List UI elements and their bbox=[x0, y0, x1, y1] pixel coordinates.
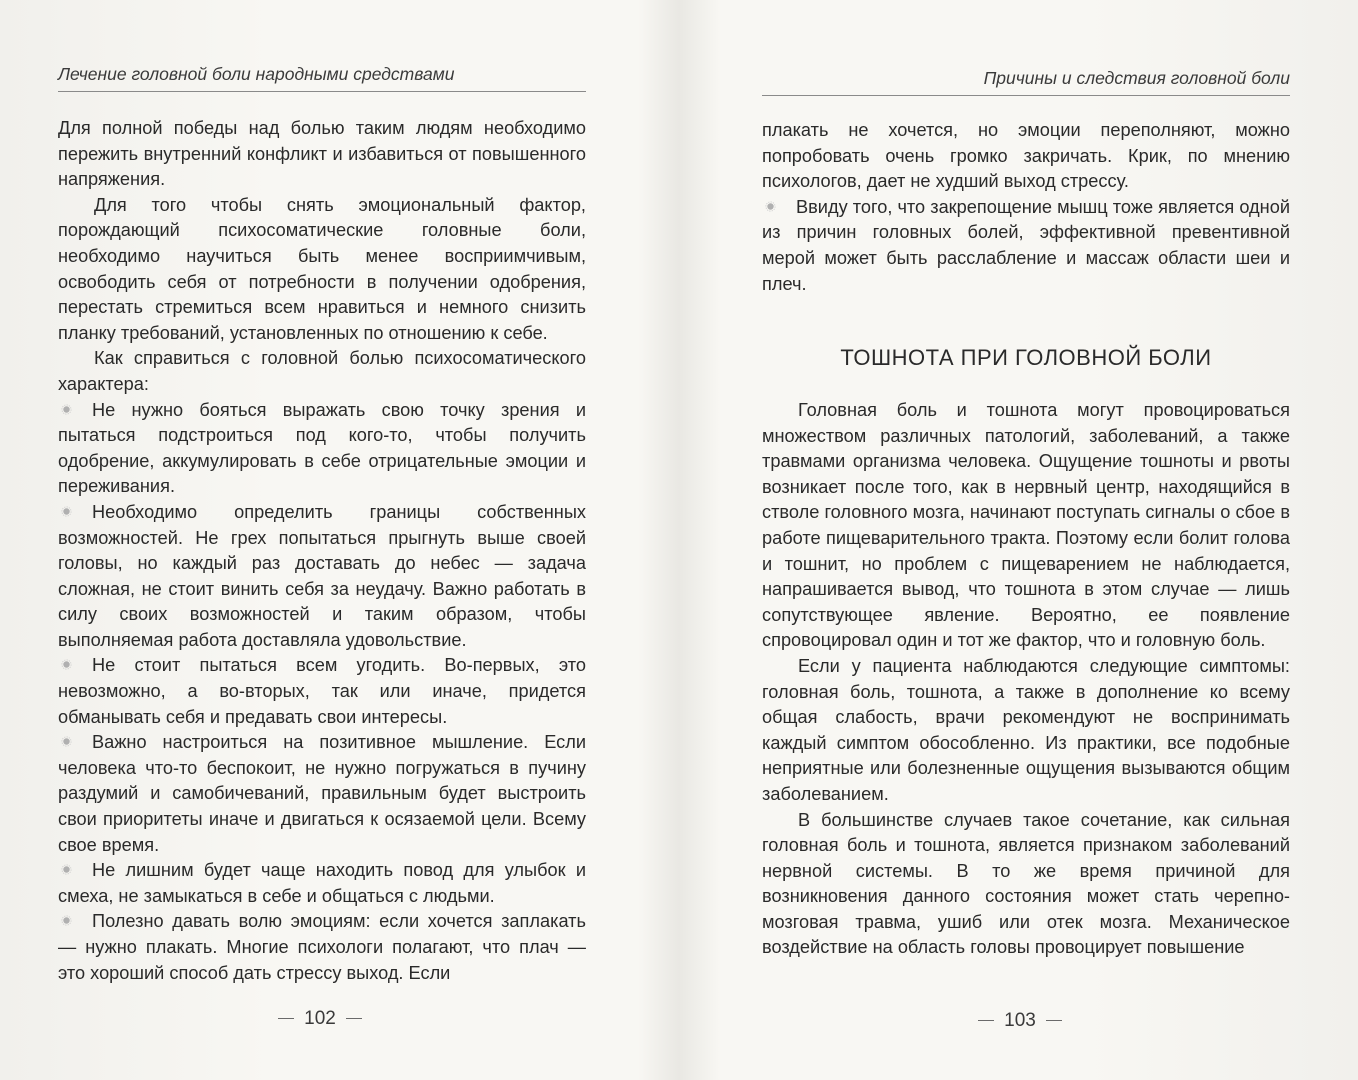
left-page-body bbox=[58, 116, 586, 986]
bullet-text: Полезно давать волю эмоциям: если хочется заплакать — нужно плакать. Многие психологи полагают, что плач — это хороший способ дать стрессу выход. Если bbox=[58, 911, 586, 983]
running-head-right: Причины и следствия головной боли bbox=[762, 68, 1290, 96]
bullet-item bbox=[58, 398, 586, 500]
folio-dash bbox=[346, 1018, 362, 1019]
bullet-text: Не нужно бояться выражать свою точку зрения и пытаться подстроиться под кого-то, чтобы получить одобрение, аккумулировать в себе отрицательные эмоции и переживания. bbox=[58, 399, 586, 497]
right-page-body-top bbox=[762, 118, 1290, 297]
bullet-item bbox=[58, 653, 586, 730]
folio-dash bbox=[278, 1018, 294, 1019]
right-page bbox=[762, 0, 1290, 1080]
paragraph: Для полной победы над болью таким людям необходимо пережить внутренний конфликт и избавиться от повышенного напряжения. bbox=[58, 118, 586, 190]
paragraph: Для того чтобы снять эмоциональный фактор, порождающий психосоматические головные боли, необходимо научиться быть менее восприимчивым, освободить себя от потребности в получении одобрения, перестать стремиться всем нравиться и немного снизить планку требований, установленных по отношению к себе. bbox=[58, 194, 586, 343]
bullet-icon bbox=[61, 736, 72, 747]
section-title: ТОШНОТА ПРИ ГОЛОВНОЙ БОЛИ bbox=[840, 345, 1212, 370]
paragraph: плакать не хочется, но эмоции переполняют, можно попробовать очень громко закричать. Крик, по мнению психологов, дает не худший выход стрессу. bbox=[762, 120, 1290, 192]
page-number: 103 bbox=[1004, 1010, 1036, 1031]
bullet-icon bbox=[61, 506, 72, 517]
bullet-item bbox=[58, 858, 586, 909]
page-number: 102 bbox=[304, 1008, 336, 1029]
bullet-item bbox=[58, 500, 586, 654]
bullet-icon bbox=[61, 915, 72, 926]
bullet-item bbox=[58, 730, 586, 858]
paragraph: Головная боль и тошнота могут провоцироваться множеством различных патологий, заболеваний, а также травмами организма человека. Ощущение тошноты и рвоты возникает после того, как в нервный центр, находящийся в стволе головного мозга, начинают поступать сигналы о сбое в работе пищеварительного тракта. Поэтому если болит голова и тошнит, но проблем с пищеварением не наблюдается, напрашивается вывод, что тошнота в этом случае — лишь сопутствующее явление. Вероятно, ее появление спровоцировал один и тот же фактор, что и головную боль. bbox=[762, 400, 1290, 651]
running-head-left: Лечение головной боли народными средствами bbox=[58, 64, 586, 92]
bullet-icon bbox=[61, 404, 72, 415]
bullet-text: Ввиду того, что закрепощение мышц тоже является одной из причин головных болей, эффективной превентивной мерой может быть расслабление и массаж области шеи и плеч. bbox=[762, 196, 1290, 294]
bullet-icon bbox=[61, 864, 72, 875]
bullet-text: Не лишним будет чаще находить повод для улыбок и смеха, не замыкаться в себе и общаться с людьми. bbox=[58, 860, 586, 906]
folio-dash bbox=[978, 1020, 994, 1021]
paragraph: В большинстве случаев такое сочетание, как сильная головная боль и тошнота, является признаком заболеваний нервной системы. В то же время причиной для возникновения данного состояния может стать черепно-мозговая травма, ушиб или отек мозга. Механическое воздействие на область головы провоцирует повышение bbox=[762, 809, 1290, 958]
bullet-text: Не стоит пытаться всем угодить. Во-первых, это невозможно, а во-вторых, так или иначе, придется обманывать себя и предавать свои интересы. bbox=[58, 655, 586, 727]
folio-dash bbox=[1046, 1020, 1062, 1021]
bullet-item bbox=[58, 909, 586, 986]
left-page bbox=[58, 0, 586, 1080]
bullet-text: Важно настроиться на позитивное мышление. Если человека что-то беспокоит, не нужно погружаться в пучину раздумий и самобичеваний, правильным будет выстроить свои приоритеты иначе и двигаться к осязаемой цели. Всему свое время. bbox=[58, 732, 586, 855]
bullet-icon bbox=[765, 201, 776, 212]
right-page-body-bottom bbox=[762, 398, 1290, 961]
bullet-text: Необходимо определить границы собственных возможностей. Не грех попытаться прыгнуть выше своей головы, но каждый раз доставать до небес — задача сложная, не стоит винить себя за неудачу. Важно работать в силу своих возможностей и таким образом, чтобы выполняемая работа доставляла удовольствие. bbox=[58, 501, 586, 650]
paragraph: Как справиться с головной болью психосоматического характера: bbox=[58, 348, 586, 394]
page-number-left bbox=[56, 1008, 584, 1030]
page-number-right bbox=[756, 1010, 1284, 1032]
paragraph: Если у пациента наблюдаются следующие симптомы: головная боль, тошнота, а также в дополнение ко всему общая слабость, врачи рекомендуют не воспринимать каждый симптом обособленно. Из практики, все подобные неприятные или болезненные ощущения вызываются общим заболеванием. bbox=[762, 655, 1290, 804]
bullet-item bbox=[762, 195, 1290, 297]
bullet-icon bbox=[61, 659, 72, 670]
